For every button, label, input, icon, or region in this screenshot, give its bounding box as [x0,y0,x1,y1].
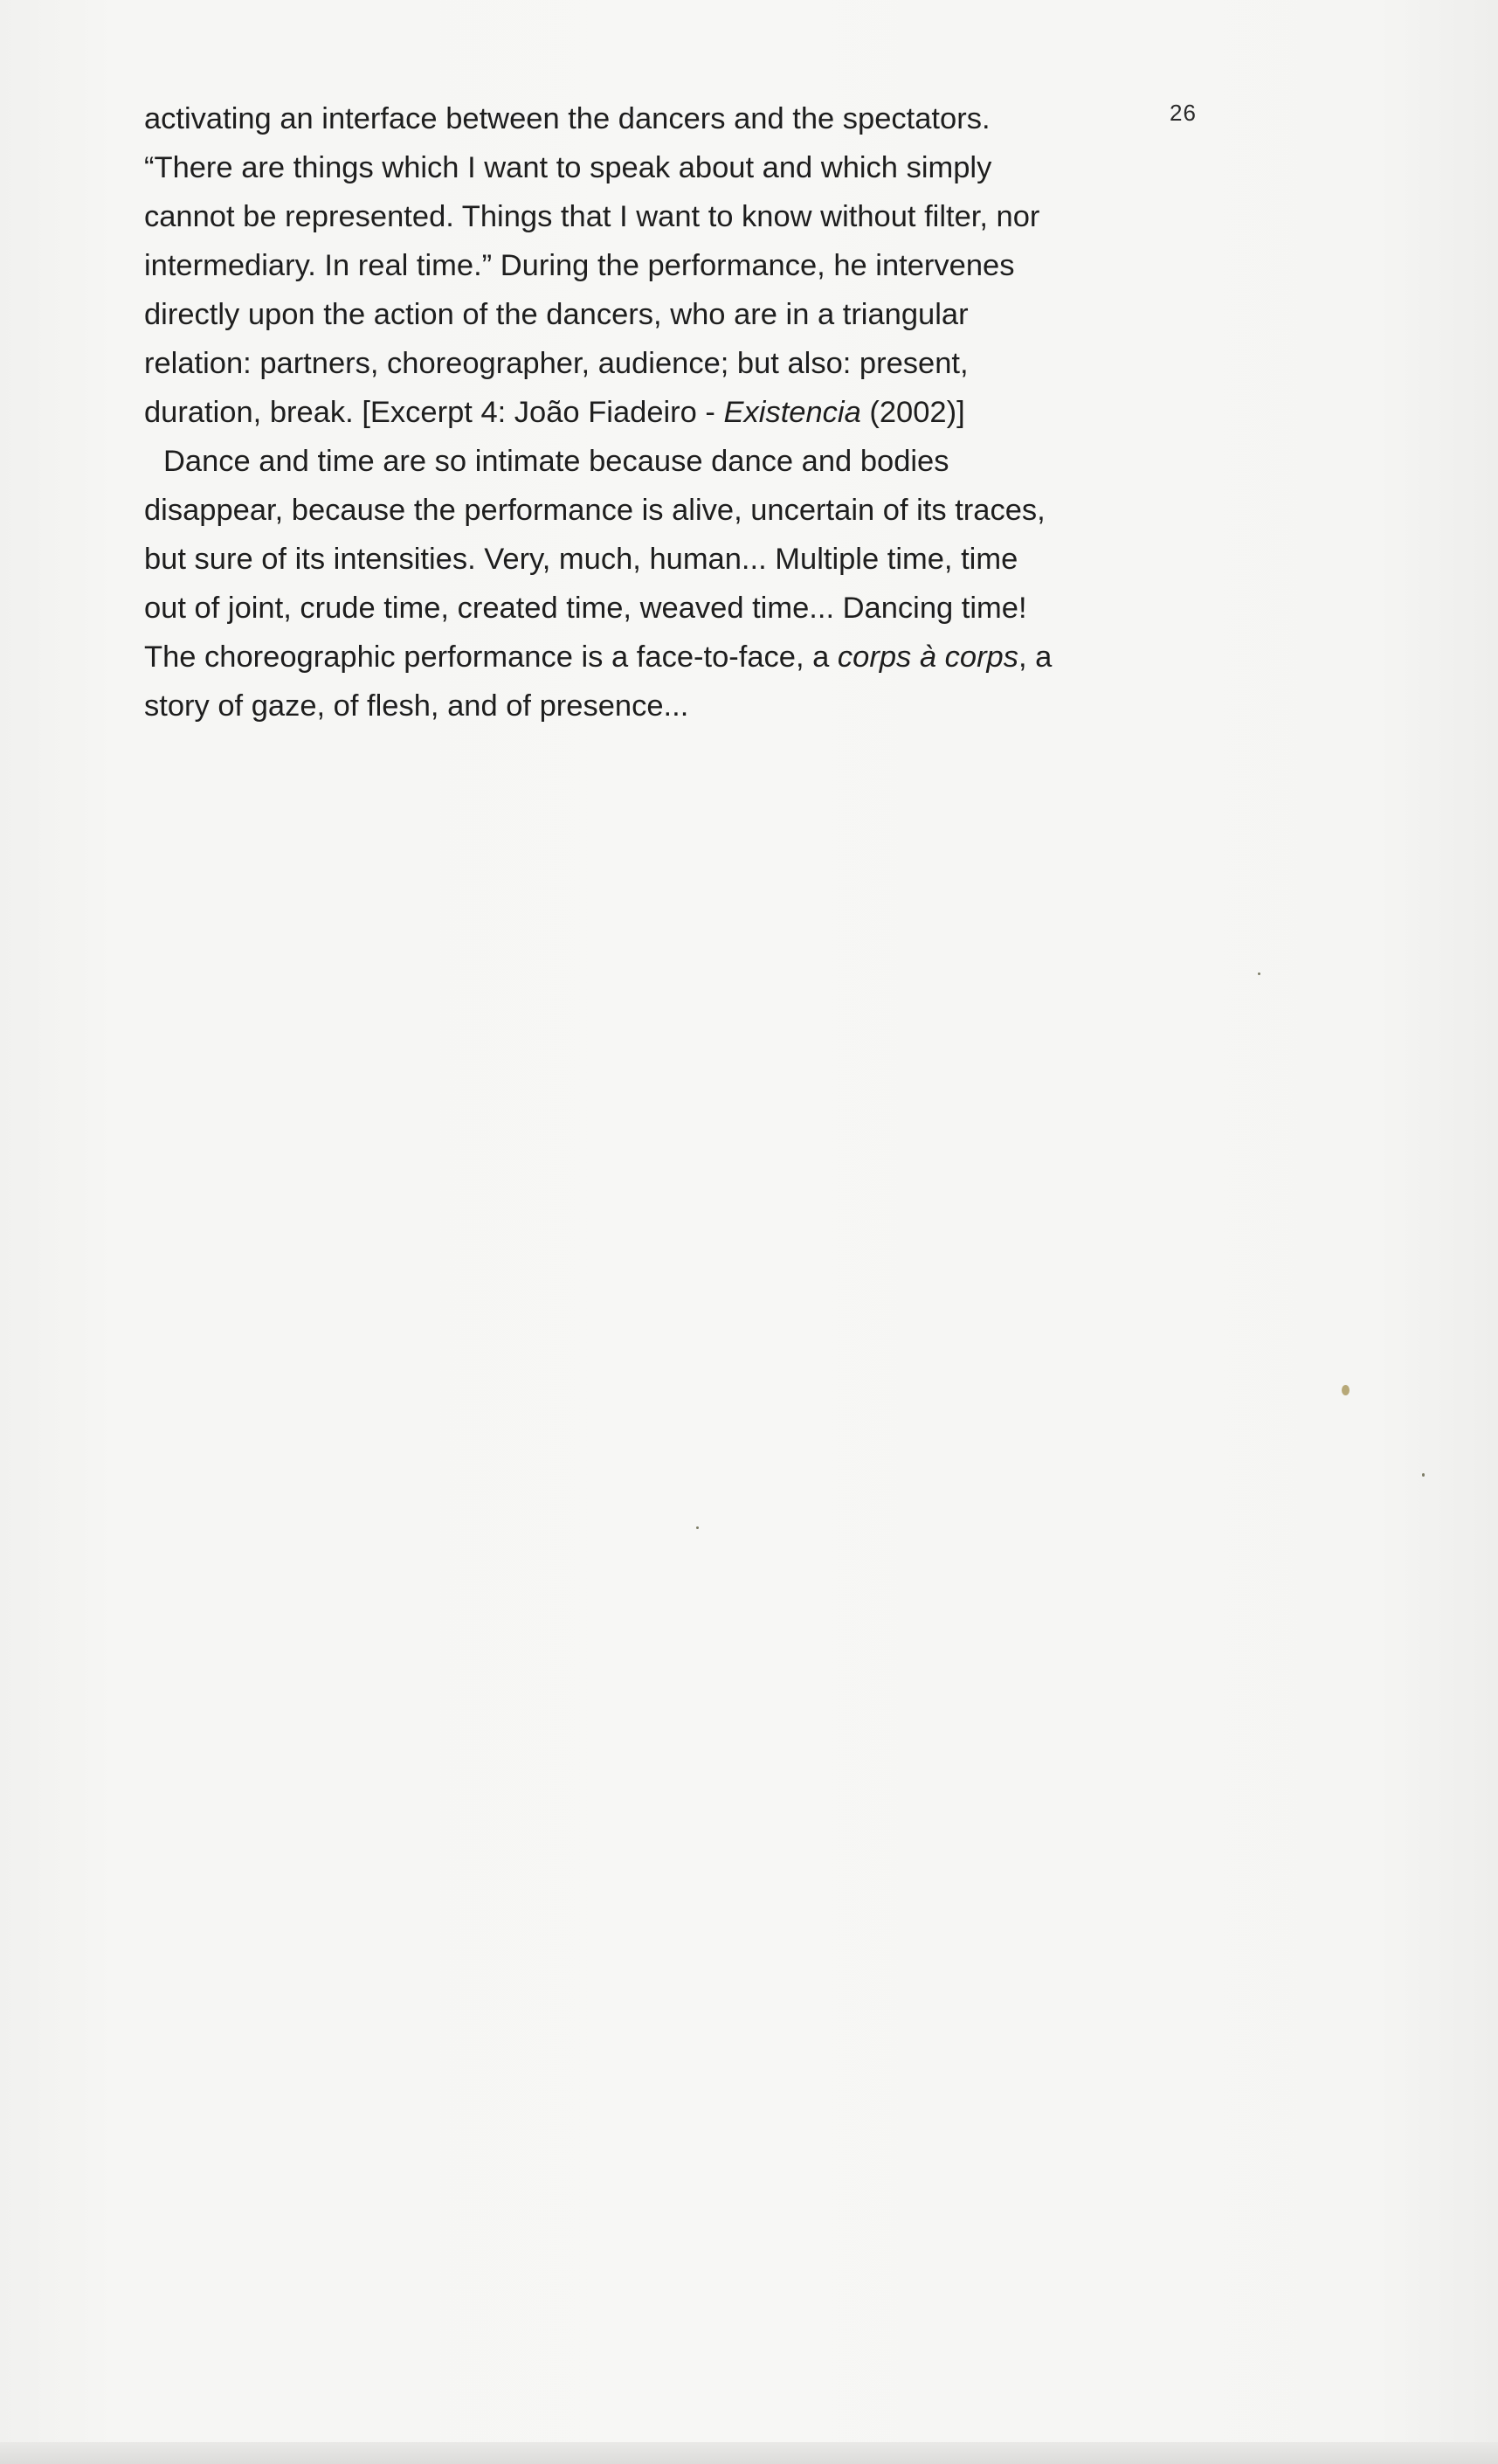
paragraph-2-line-5 [144,633,1131,682]
phrase-start: The choreographic performance is a face-to-face, a [144,640,838,674]
excerpt-title: Existencia [723,396,861,429]
paper-speck [1342,1385,1350,1395]
excerpt-citation-start: duration, break. [Excerpt 4: João Fiadeiro - [144,396,724,429]
paper-speck [1258,972,1260,975]
paragraph-1-line-7 [144,388,1131,437]
paragraph-1-line-1: activating an interface between the dancers and the spectators. [144,102,991,135]
excerpt-citation-end: (2002)] [860,396,965,429]
paper-speck [696,1526,699,1529]
page-bottom-edge [0,2442,1498,2464]
phrase-end: , a [1018,640,1053,674]
paragraph-1-line-3: cannot be represented. Things that I want to know without filter, nor [144,200,1040,233]
paragraph-1-line-6: relation: partners, choreographer, audience; but also: present, [144,347,969,380]
paragraph-1-line-5: directly upon the action of the dancers, who are in a triangular [144,298,969,331]
body-text [144,94,1131,730]
paragraph-1-line-2: “There are things which I want to speak about and which simply [144,151,992,184]
paragraph-2-line-6: story of gaze, of flesh, and of presence... [144,689,689,723]
paragraph-1-line-4: intermediary. In real time.” During the performance, he intervenes [144,249,1015,282]
paragraph-2-line-3: but sure of its intensities. Very, much, human... Multiple time, time [144,543,1018,576]
paper-speck [1422,1473,1425,1477]
paragraph-2-line-1: Dance and time are so intimate because dance and bodies [163,445,949,478]
phrase-italic: corps à corps [837,640,1018,674]
paragraph-2-line-2: disappear, because the performance is alive, uncertain of its traces, [144,494,1046,527]
page-number: 26 [1170,100,1197,126]
paragraph-2-line-4: out of joint, crude time, created time, weaved time... Dancing time! [144,592,1027,625]
